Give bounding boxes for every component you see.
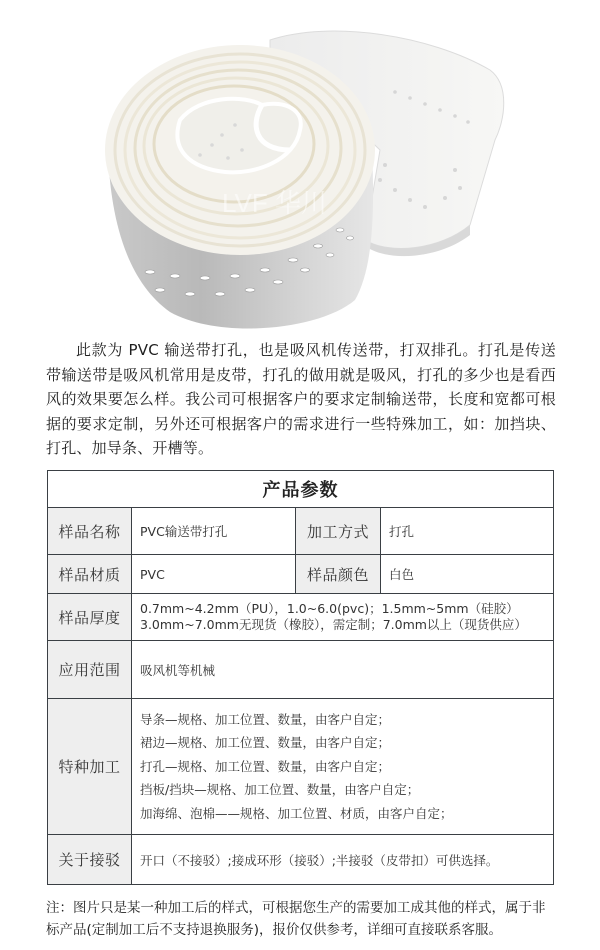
- value-material: PVC: [132, 555, 296, 594]
- special-processing-line: 导条—规格、加工位置、数量，由客户自定；: [140, 711, 391, 727]
- footnote-text: 注：图片只是某一种加工后的样式，可根据您生产的需要加工成其他的样式，属于非标产品(定制加工后不支持退换服务)，报价仅供参考，详细可直接联系客服。: [46, 900, 546, 938]
- label-application: 应用范围: [48, 641, 132, 699]
- label-material: 样品材质: [48, 555, 132, 594]
- label-processing-method: 加工方式: [296, 508, 381, 555]
- product-image: [0, 0, 600, 330]
- thickness-line: 3.0mm~7.0mm无现货（橡胶），需定制；7.0mm以上（现货供应）: [140, 617, 527, 632]
- description-text: 此款为 PVC 输送带打孔，也是吸风机传送带，打双排孔。打孔是传送带输送带是吸风机常用是皮带，打孔的做用就是吸风，打孔的多少也是看西风的效果要怎么样。我公司可根据客户的要求定制输送带，长度和宽都可根据的要求定制，另外还可根据客户的需求进行一些特殊加工，如：加挡块、打孔、加导条、开槽等。: [46, 341, 556, 457]
- table-title: 产品参数: [48, 471, 554, 508]
- watermark: LVF 华川: [222, 188, 327, 218]
- value-splicing: 开口（不接驳）;接成环形（接驳）;半接驳（皮带扣）可供选择。: [132, 835, 554, 885]
- footnote: [46, 897, 558, 941]
- value-special-processing: [132, 699, 554, 835]
- label-color: 样品颜色: [296, 555, 381, 594]
- value-application: 吸风机等机械: [132, 641, 554, 699]
- value-processing-method: 打孔: [381, 508, 554, 555]
- product-description: [46, 338, 556, 461]
- label-sample-name: 样品名称: [48, 508, 132, 555]
- value-thickness: [132, 594, 554, 641]
- label-splicing: 关于接驳: [48, 835, 132, 885]
- value-color: 白色: [381, 555, 554, 594]
- thickness-line: 0.7mm~4.2mm（PU），1.0~6.0(pvc)；1.5mm~5mm（硅胶）: [140, 601, 519, 616]
- table-row: [48, 641, 554, 699]
- table-row: [48, 835, 554, 885]
- label-special-processing: 特种加工: [48, 699, 132, 835]
- special-processing-line: 挡板/挡块—规格、加工位置、数量，由客户自定；: [140, 782, 420, 798]
- special-processing-line: 裙边—规格、加工位置、数量，由客户自定；: [140, 735, 391, 751]
- table-row: [48, 699, 554, 835]
- value-sample-name: PVC输送带打孔: [132, 508, 296, 555]
- table-row: [48, 508, 554, 555]
- special-processing-line: 打孔—规格、加工位置、数量，由客户自定；: [140, 758, 391, 774]
- product-params-table: [47, 470, 554, 885]
- label-thickness: 样品厚度: [48, 594, 132, 641]
- belt-roll-illustration: [0, 0, 600, 330]
- table-row: [48, 555, 554, 594]
- table-row: [48, 594, 554, 641]
- special-processing-line: 加海绵、泡棉——规格、加工位置、材质，由客户自定；: [140, 805, 453, 821]
